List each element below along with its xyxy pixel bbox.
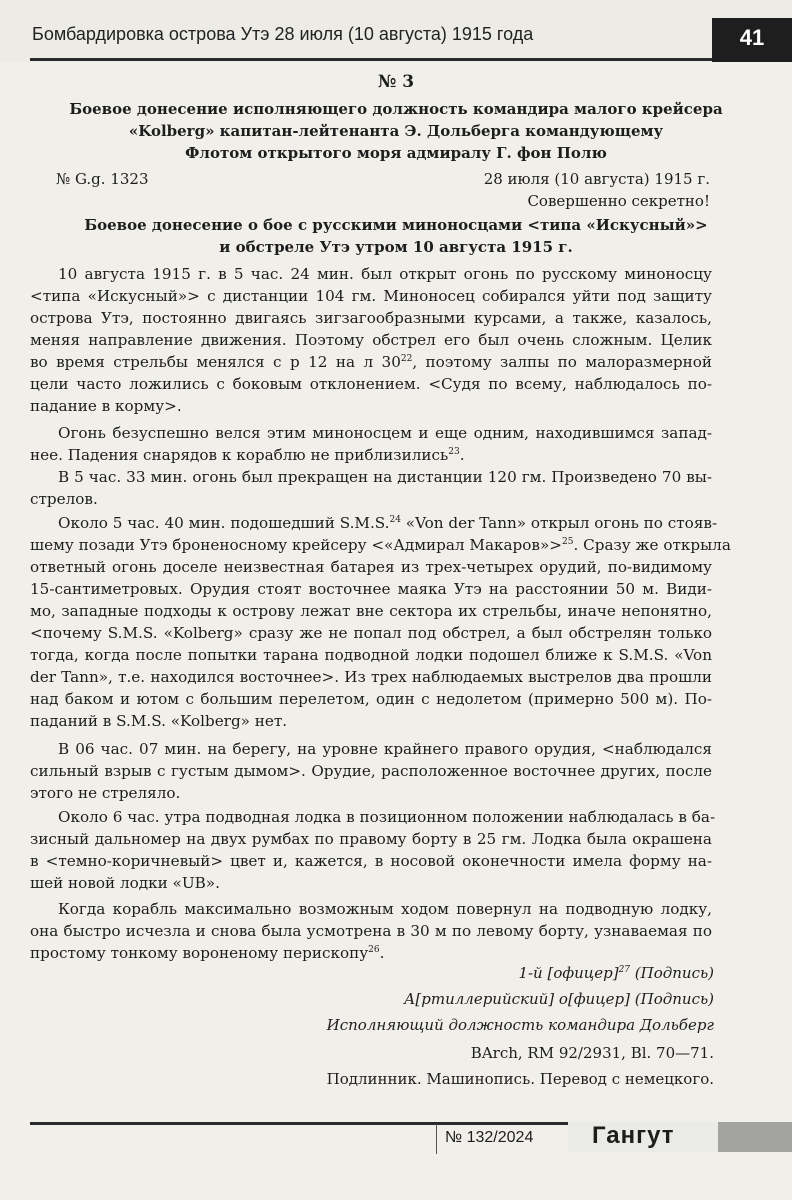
report-subtitle-line: и обстреле Утэ утром 10 августа 1915 г.	[219, 238, 573, 256]
text-line: падание в корму>.	[30, 397, 182, 415]
text-line: над баком и ютом с большим перелетом, один с недолетом (примерно 500 м). По-	[30, 690, 712, 708]
text-line: <почему S.M.S. «Kolberg» сразу же не попал под обстрел, а был обстрелян только	[30, 624, 712, 642]
text-line: 10 августа 1915 г. в 5 час. 24 мин. был открыт огонь по русскому миноносцу	[58, 265, 712, 283]
text-line: мо, западные подходы к острову лежат вне сектора их стрельбы, иначе непонятно,	[30, 602, 712, 620]
footnote-marker: 25	[562, 536, 574, 547]
text-line: стрелов.	[30, 490, 98, 508]
text-line: зисный дальномер на двух румбах по правому борту в 25 гм. Лодка была окрашена	[30, 830, 712, 848]
text-line: <типа «Искусный»> с дистанции 104 гм. Миноносец собирался уйти под защиту	[30, 287, 712, 305]
reference-number: № G.g. 1323	[56, 170, 149, 188]
text-line: В 5 час. 33 мин. огонь был прекращен на дистанции 120 гм. Произведено 70 вы-	[58, 468, 712, 486]
text-line: острова Утэ, постоянно двигаясь зигзагообразными курсами, а также, казалось,	[30, 309, 712, 327]
text-line: меняя направление движения. Поэтому обстрел его был очень сложным. Целик	[30, 331, 712, 349]
text-line: der Tann», т.е. находился восточнее>. Из трех наблюдаемых выстрелов два прошли	[30, 668, 712, 686]
classification-mark: Совершенно секретно!	[527, 192, 710, 210]
footnote-marker: 27	[618, 965, 631, 975]
report-subtitle-line: Боевое донесение о бое с русскими миноносцами <типа «Искусный»>	[84, 216, 708, 234]
text-line: цели часто ложились с боковым отклонением. <Судя по всему, наблюдалось по-	[30, 375, 712, 393]
text-line: шему позади Утэ броненосному крейсеру <«Адмирал Макаров»>$^{25}$. Сразу же открыла	[30, 536, 731, 554]
text-line: в <темно-коричневый> цвет и, кажется, в носовой оконечности имела форму на-	[30, 852, 712, 870]
text-line: Около 5 час. 40 мин. подошедший S.M.S.$^{24}$ «Von der Tann» открыл огонь по стояв-	[58, 514, 718, 532]
text-line: шей новой лодки «UB».	[30, 874, 220, 892]
document-number: № 3	[377, 72, 415, 92]
signature-line: А[ртиллерийский] о[фицер] (Подпись)	[404, 990, 714, 1008]
archive-reference: BArch, RM 92/2931, Bl. 70—71.	[470, 1044, 714, 1062]
text-line: во время стрельбы менялся с р 12 на л $30^{22}$, поэтому залпы по малоразмерной	[30, 353, 712, 371]
text-line: нее. Падения снарядов к кораблю не приблизились$^{23}$.	[30, 446, 465, 464]
footer-accent-block	[718, 1122, 792, 1152]
text-line: Когда корабль максимально возможным ходом повернул на подводную лодку,	[58, 900, 712, 918]
issue-number: № 132/2024	[445, 1129, 534, 1146]
source-note: Подлинник. Машинопись. Перевод с немецкого.	[326, 1070, 714, 1088]
report-date: 28 июля (10 августа) 1915 г.	[483, 170, 710, 188]
footnote-marker: 23	[448, 446, 460, 457]
text-line: В 06 час. 07 мин. на берегу, на уровне крайнего правого орудия, <наблюдался	[58, 740, 712, 758]
text-line: простому тонкому вороненому перископу$^{26}$.	[30, 944, 385, 962]
text-line: Около 6 час. утра подводная лодка в позиционном положении наблюдалась в ба-	[58, 808, 716, 826]
running-title: Бомбардировка острова Утэ 28 июля (10 августа) 1915 года	[32, 24, 534, 44]
running-header	[0, 0, 792, 62]
text-line: этого не стреляло.	[30, 784, 181, 802]
text-line: ответный огонь доселе неизвестная батарея из трех-четырех орудий, по-видимому	[30, 558, 712, 576]
document-title-line: Боевое донесение исполняющего должность командира малого крейсера	[69, 100, 723, 118]
text-line: 15-сантиметровых. Орудия стоят восточнее маяка Утэ на расстоянии 50 м. Види-	[30, 580, 712, 598]
signature-line: Исполняющий должность командира Дольберг	[326, 1016, 714, 1034]
header-rule	[30, 58, 712, 61]
page-number: 41	[739, 25, 765, 50]
text-line: она быстро исчезла и снова была усмотрена в 30 м по левому борту, узнаваемая по	[30, 922, 712, 940]
text-line: Огонь безуспешно велся этим миноносцем и еще одним, находившимся запад-	[58, 424, 712, 442]
journal-logo-box	[568, 1122, 718, 1152]
signature-line: 1-й [офицер]$^{27}$ (Подпись)	[518, 964, 714, 982]
footnote-marker: 22	[400, 353, 413, 364]
document-title-line: Флотом открытого моря адмиралу Г. фон Полю	[185, 144, 607, 162]
footnote-marker: 26	[368, 944, 380, 955]
text-line: паданий в S.M.S. «Kolberg» нет.	[30, 712, 288, 730]
document-title-line: «Kolberg» капитан-лейтенанта Э. Дольберга командующему	[128, 122, 664, 140]
text-line: тогда, когда после попытки тарана подводной лодки подошел ближе к S.M.S. «Von	[30, 646, 712, 664]
text-line: сильный взрыв с густым дымом>. Орудие, расположенное восточнее других, после	[30, 762, 712, 780]
page-number-box	[712, 18, 792, 62]
journal-logo: Гангут	[592, 1122, 675, 1149]
issue-box	[436, 1124, 560, 1154]
footnote-marker: 24	[389, 514, 401, 525]
